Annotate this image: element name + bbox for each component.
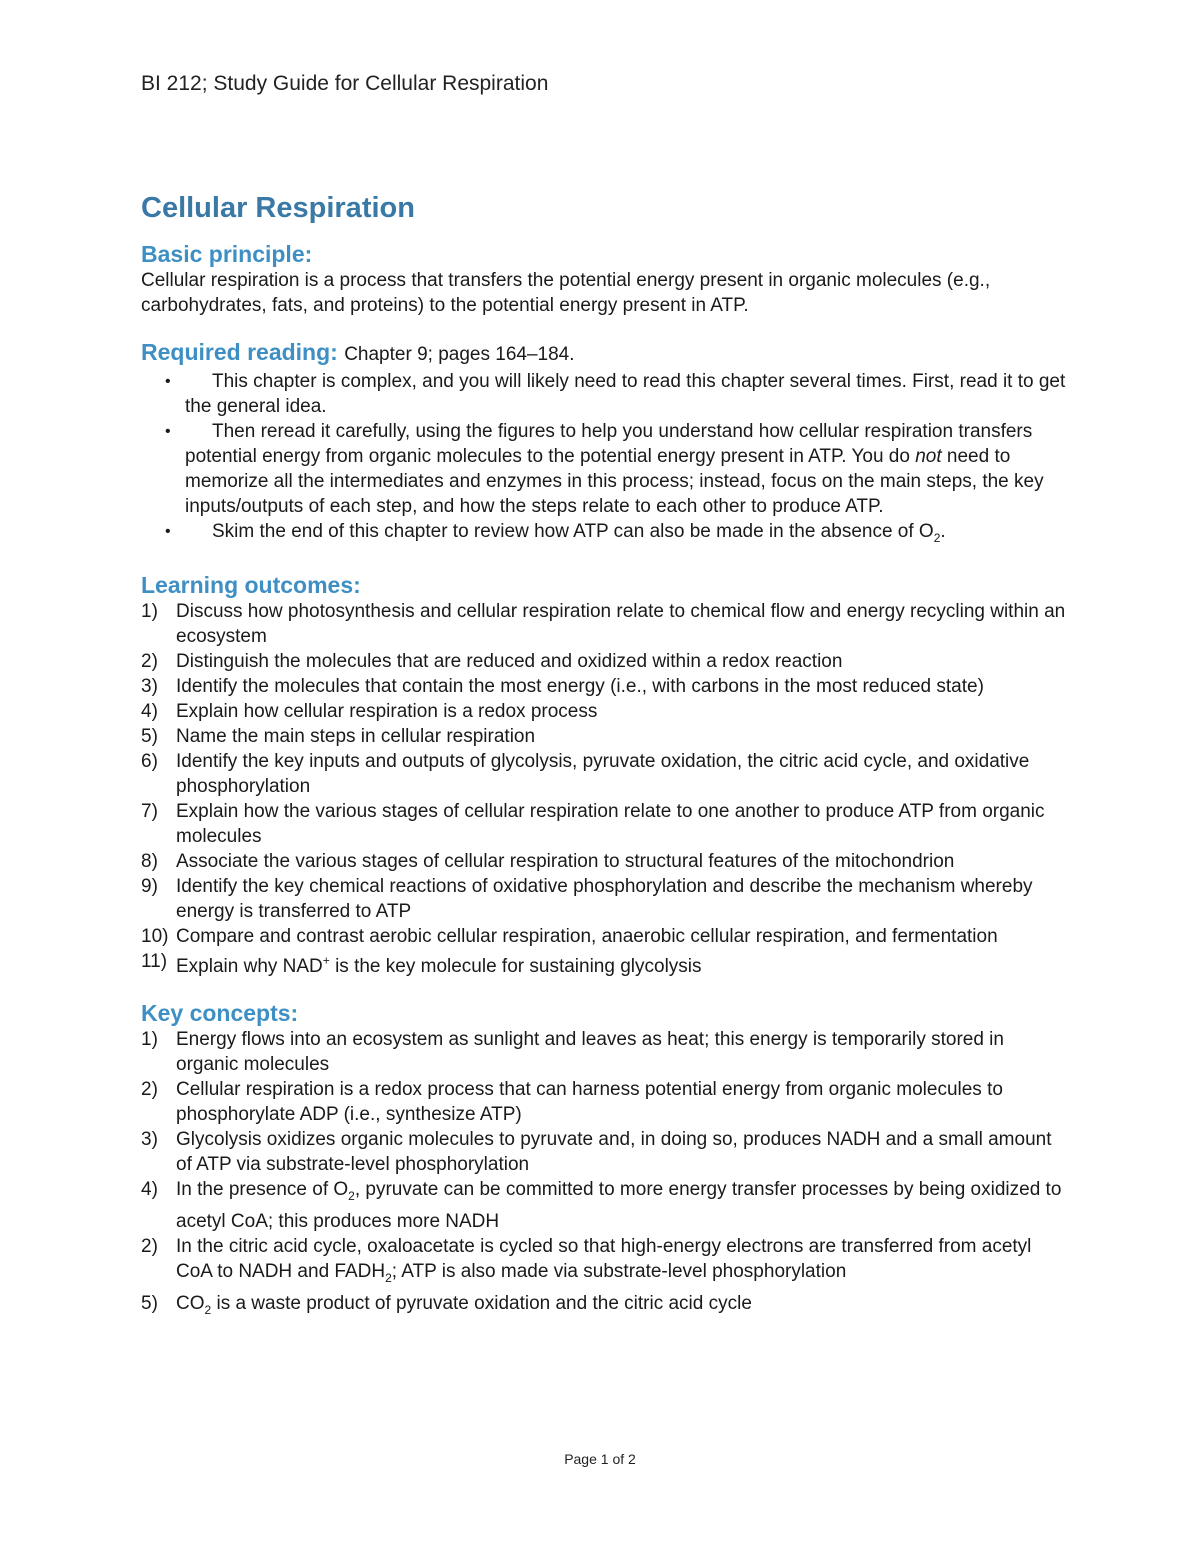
list-item-text	[176, 1292, 752, 1317]
numbered-list	[141, 599, 1071, 979]
key-concepts-section	[141, 999, 1071, 1322]
list-item-text: Energy flows into an ecosystem as sunlight and leaves as heat; this energy is temporarily stored in organic molecules	[176, 1029, 1004, 1076]
item-number: 5)	[141, 725, 158, 747]
superscript: +	[322, 953, 330, 968]
bullet-icon: •	[165, 423, 171, 440]
list-item-text: Distinguish the molecules that are reduced and oxidized within a redox reaction	[176, 650, 843, 672]
bullet-icon: •	[165, 523, 171, 540]
subscript: 2	[933, 530, 941, 545]
bullet-icon: •	[165, 373, 171, 390]
list-item	[141, 1234, 1071, 1291]
bullet-list	[141, 369, 1071, 551]
item-number: 11)	[141, 950, 168, 972]
list-item-text: Explain how the various stages of cellular respiration relate to one another to produce ATP from organic molecules	[176, 800, 1045, 847]
document-title: Cellular Respiration	[141, 192, 415, 224]
item-number: 1)	[141, 1029, 158, 1051]
list-item-text	[185, 419, 1071, 519]
text-run: is the key molecule for sustaining glycolysis	[329, 956, 702, 978]
list-item	[141, 1127, 1071, 1177]
item-number: 8)	[141, 850, 158, 872]
item-number: 2)	[141, 650, 158, 672]
list-item-text: Associate the various stages of cellular respiration to structural features of the mitochondrion	[176, 850, 955, 872]
item-number: 5)	[141, 1292, 158, 1314]
list-item-text: This chapter is complex, and you will likely need to read this chapter several times. First, read it to get the general idea.	[185, 371, 1066, 417]
paragraph: Cellular respiration is a process that transfers the potential energy present in organic molecules (e.g., carbohydrates, fats, and proteins) to the potential energy present in ATP.	[141, 270, 991, 316]
list-item	[141, 749, 1071, 799]
text-run: CO	[176, 1292, 205, 1314]
item-number: 3)	[141, 675, 158, 697]
page-footer: Page 1 of 2	[564, 1451, 636, 1467]
subscript: 2	[348, 1188, 355, 1203]
text-run: In the citric acid cycle, oxaloacetate is cycled so that high-energy electrons are transferred from acetyl CoA to NADH and FADH	[176, 1235, 1032, 1282]
text-run: is a waste product of pyruvate oxidation and the citric acid cycle	[211, 1292, 752, 1314]
item-number: 9)	[141, 875, 158, 897]
list-item	[141, 874, 1071, 924]
basic-principle-section	[141, 240, 1071, 318]
list-item	[141, 699, 1071, 724]
list-item-text	[176, 953, 702, 978]
item-number: 10)	[141, 925, 169, 947]
item-number: 6)	[141, 750, 158, 772]
list-item-text: Name the main steps in cellular respiration	[176, 725, 536, 747]
item-number: 2)	[141, 1079, 158, 1101]
required-reading-section	[141, 338, 1071, 551]
section-heading: Required reading:	[141, 339, 338, 365]
list-item	[141, 724, 1071, 749]
emphasis-text: not	[915, 446, 942, 467]
list-item	[141, 924, 1071, 949]
list-item	[141, 1177, 1071, 1234]
list-item-text	[176, 1179, 1061, 1232]
item-number: 4)	[141, 700, 158, 722]
text-run: Explain why NAD	[176, 956, 323, 978]
list-item-text: Cellular respiration is a redox process that can harness potential energy from organic molecules to phosphorylate ADP (i.e., synthesize ATP)	[176, 1079, 1003, 1126]
list-item	[141, 419, 1071, 519]
section-heading: Learning outcomes:	[141, 571, 361, 598]
list-item	[141, 519, 1071, 551]
text-run: ; ATP is also made via substrate-level phosphorylation	[391, 1260, 847, 1282]
list-item	[141, 649, 1071, 674]
item-number: 2)	[141, 1235, 158, 1257]
list-item	[141, 799, 1071, 849]
list-item-text: Compare and contrast aerobic cellular respiration, anaerobic cellular respiration, and fermentation	[176, 925, 998, 947]
text-run: Then reread it carefully, using the figures to help you understand how cellular respiration transfers potential energy from organic molecules to the potential energy present in ATP. You do	[185, 421, 1033, 467]
list-item	[141, 599, 1071, 649]
text-run: Skim the end of this chapter to review how ATP can also be made in the absence of O	[212, 521, 934, 542]
list-item	[141, 849, 1071, 874]
list-item-text: Explain how cellular respiration is a redox process	[176, 700, 598, 722]
list-item	[141, 1027, 1071, 1077]
section-heading: Key concepts:	[141, 1000, 299, 1027]
subscript: 2	[385, 1270, 392, 1285]
list-item	[141, 1077, 1071, 1127]
item-number: 3)	[141, 1129, 158, 1151]
list-item	[141, 674, 1071, 699]
list-item-text	[176, 1235, 1032, 1285]
subscript: 2	[204, 1302, 212, 1317]
text-run: .	[940, 521, 946, 542]
reading-reference: Chapter 9; pages 164–184.	[344, 344, 575, 365]
section-heading: Basic principle:	[141, 241, 313, 267]
section-heading-line	[141, 338, 1071, 369]
list-item	[141, 949, 1071, 979]
list-item-text: Glycolysis oxidizes organic molecules to pyruvate and, in doing so, produces NADH and a small amount of ATP via substrate-level phosphorylation	[176, 1129, 1052, 1176]
item-number: 7)	[141, 800, 158, 822]
list-item-text: Identify the key inputs and outputs of glycolysis, pyruvate oxidation, the citric acid cycle, and oxidative phosphorylation	[176, 750, 1030, 797]
text-run: , pyruvate can be committed to more energy transfer processes by being oxidized to acetyl CoA; this produces more NADH	[176, 1179, 1062, 1232]
document-body	[141, 190, 1071, 1323]
list-item-text: Discuss how photosynthesis and cellular respiration relate to chemical flow and energy recycling within an ecosystem	[176, 600, 1066, 647]
learning-outcomes-section	[141, 571, 1071, 979]
list-item-text: Identify the molecules that contain the most energy (i.e., with carbons in the most reduced state)	[176, 675, 984, 697]
item-number: 1)	[141, 600, 158, 622]
list-item-text	[185, 519, 1071, 551]
list-item	[141, 1291, 1071, 1323]
list-item	[141, 369, 1071, 419]
item-number: 4)	[141, 1179, 158, 1201]
text-run: need to memorize all the intermediates and enzymes in this process; instead, focus on the main steps, the key inputs/outputs of each step, and how the steps relate to each other to produce ATP.	[185, 446, 1044, 517]
page-header: BI 212; Study Guide for Cellular Respiration	[141, 72, 549, 95]
text-run: In the presence of O	[176, 1179, 349, 1201]
list-item-text: Identify the key chemical reactions of oxidative phosphorylation and describe the mechanism whereby energy is transferred to ATP	[176, 875, 1033, 922]
numbered-list	[141, 1027, 1071, 1322]
